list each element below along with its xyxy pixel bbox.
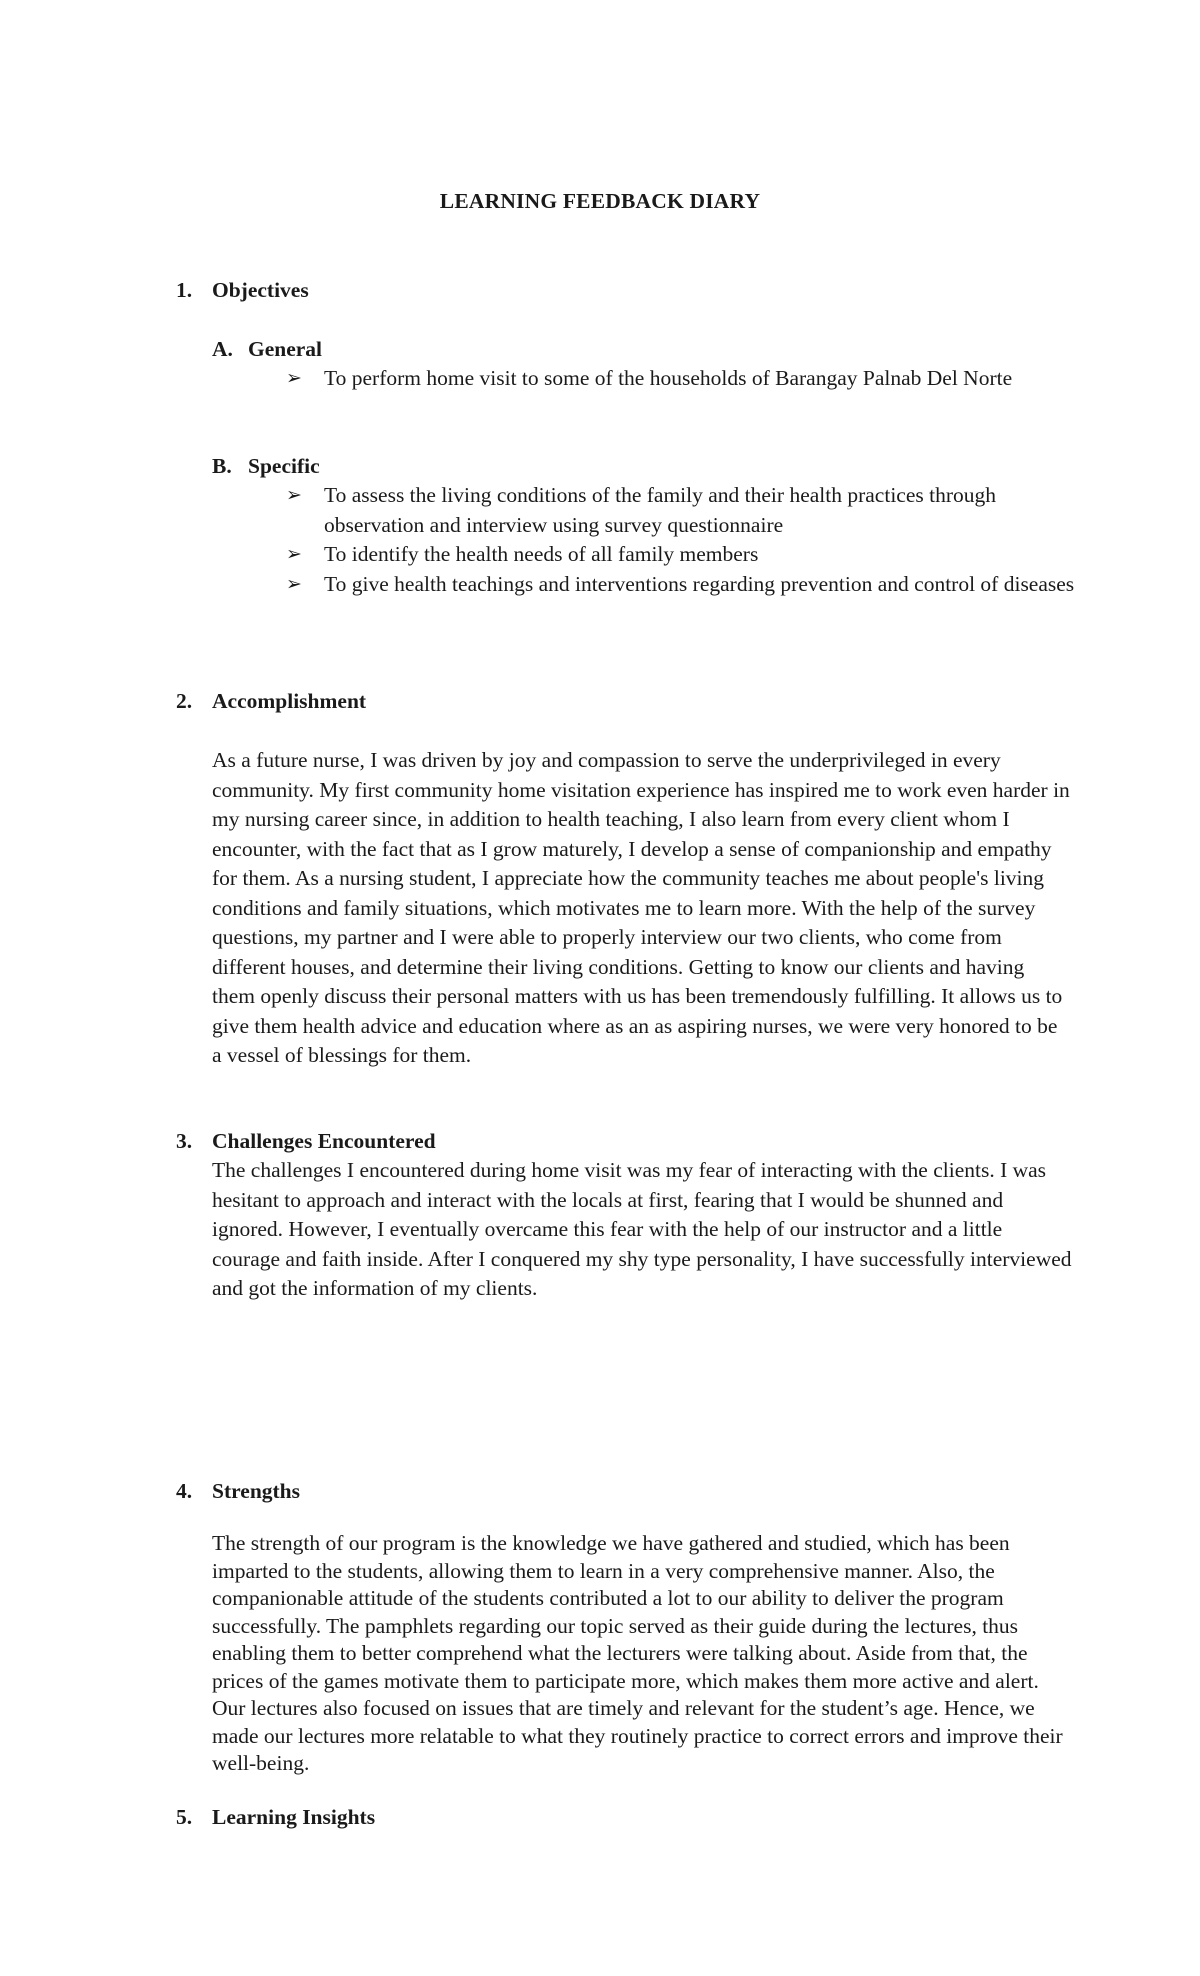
subsection-letter: A.	[212, 337, 233, 361]
section-objectives-heading	[176, 276, 309, 306]
strengths-paragraph: The strength of our program is the knowledge we have gathered and studied, which has been imparted to the students, allowing them to learn in a very comprehensive manner. Also, the companionable attitude of the students contributed a lot to our ability to deliver the program successfully. The pamphlets regarding our topic served as their guide during the lectures, thus enabling them to better comprehend what the lecturers were talking about. Aside from that, the prices of the games motivate them to participate more, which makes them more active and alert. Our lectures also focused on issues that are timely and relevant for the student’s age. Hence, we made our lectures more relatable to what they routinely practice to correct errors and improve their well-being.	[212, 1531, 1063, 1775]
section-number: 1.	[176, 278, 193, 302]
section-challenges-heading	[176, 1127, 436, 1157]
arrow-bullet-icon: ➢	[286, 367, 302, 389]
section-number: 4.	[176, 1479, 193, 1503]
list-item-text: To identify the health needs of all family members	[324, 542, 759, 566]
arrow-bullet-icon: ➢	[286, 484, 302, 506]
section-accomplishment-heading	[176, 687, 366, 717]
accomplishment-paragraph: As a future nurse, I was driven by joy and compassion to serve the underprivileged in every community. My first community home visitation experience has inspired me to work even harder in my nursing career since, in addition to health teaching, I also learn from every client whom I encounter, with the fact that as I grow maturely, I develop a sense of companionship and empathy for them. As a nursing student, I appreciate how the community teaches me about people's living conditions and family situations, which motivates me to learn more. With the help of the survey questions, my partner and I were able to properly interview our two clients, who come from different houses, and determine their living conditions. Getting to know our clients and having them openly discuss their personal matters with us has been tremendously fulfilling. It allows us to give them health advice and education where as an as aspiring nurses, we were very honored to be a vessel of blessings for them.	[212, 748, 1070, 1067]
list-item-text: To perform home visit to some of the households of Barangay Palnab Del Norte	[324, 366, 1013, 390]
subsection-specific-heading	[212, 452, 320, 482]
list-item	[286, 570, 1086, 600]
specific-objectives-list	[286, 481, 1086, 599]
list-item	[286, 540, 1086, 570]
section-number: 3.	[176, 1129, 193, 1153]
section-title: Objectives	[212, 278, 309, 302]
section-number: 5.	[176, 1805, 193, 1829]
document-title: LEARNING FEEDBACK DIARY	[439, 189, 761, 213]
subsection-title: General	[248, 337, 323, 361]
section-strengths-heading	[176, 1477, 300, 1507]
challenges-paragraph: The challenges I encountered during home visit was my fear of interacting with the clients. I was hesitant to approach and interact with the locals at first, fearing that I would be shunned and ignored. However, I eventually overcame this fear with the help of our instructor and a little courage and faith inside. After I conquered my shy type personality, I have successfully interviewed and got the information of my clients.	[212, 1158, 1072, 1300]
list-item	[286, 481, 1086, 540]
arrow-bullet-icon: ➢	[286, 572, 302, 595]
subsection-title: Specific	[248, 454, 320, 478]
arrow-bullet-icon: ➢	[286, 543, 302, 565]
section-title: Learning Insights	[212, 1805, 376, 1829]
subsection-letter: B.	[212, 454, 232, 478]
list-item	[286, 364, 1086, 394]
list-item-text: To give health teachings and interventions regarding prevention and control of diseases	[324, 571, 1075, 596]
section-number: 2.	[176, 689, 193, 713]
general-objectives-list	[286, 364, 1086, 394]
section-title: Strengths	[212, 1479, 301, 1503]
subsection-general-heading	[212, 335, 322, 365]
list-item-text: To assess the living conditions of the family and their health practices through observation and interview using survey questionnaire	[324, 483, 997, 537]
section-title: Challenges Encountered	[212, 1129, 436, 1153]
section-learning-insights-heading	[176, 1803, 375, 1833]
section-title: Accomplishment	[212, 689, 367, 713]
